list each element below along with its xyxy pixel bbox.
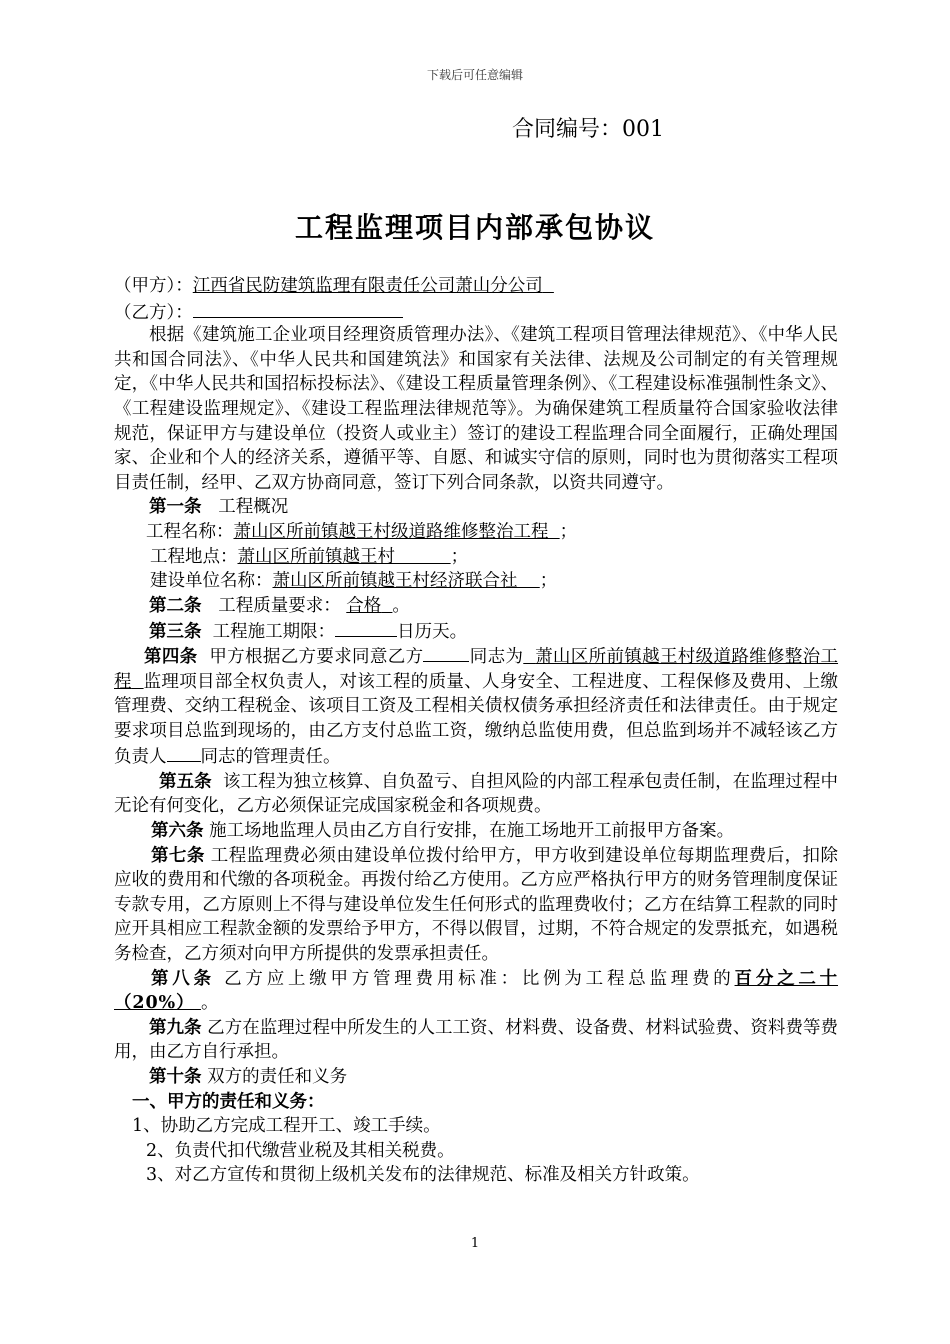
article-9-head: 第九条 (149, 1017, 202, 1038)
document-title: 工程监理项目内部承包协议 (294, 211, 655, 244)
duty-item: 2、负责代扣代缴营业税及其相关税费。 (146, 1140, 455, 1161)
article-3-text: 工程施工期限： (212, 622, 336, 643)
article-5 (114, 770, 838, 819)
party-a-label: （甲方）： (114, 276, 193, 296)
article-3-head: 第三条 (149, 622, 202, 643)
article-4-project: 萧山区所前镇越王村级道路维修整治工程 (114, 646, 839, 692)
article-9-text: 乙方在监理过程中所发生的人工工资、材料费、设备费、材料试验费、资料费等费用，由乙方自行承担。 (114, 1017, 838, 1063)
article-5-head: 第五条 (159, 771, 212, 792)
article-4-text-1: 甲方根据乙方要求同意乙方 (209, 646, 424, 667)
semicolon: ； (559, 521, 578, 542)
party-a-value: 江西省民防建筑监理有限责任公司萧山分公司 (192, 276, 543, 296)
construction-unit-value: 萧山区所前镇越王村经济联合社 (272, 571, 518, 592)
article-4-text-2: 同志为 (469, 646, 524, 667)
party-a-duties-heading: 一、甲方的责任和义务： (132, 1091, 325, 1112)
article-8 (114, 967, 838, 1016)
article-6-text: 施工场地监理人员由乙方自行安排，在施工场地开工前报甲方备案。 (209, 821, 735, 842)
article-8-end: 。 (200, 993, 220, 1014)
article-9 (114, 1016, 838, 1065)
article-2-head: 第二条 (149, 595, 202, 616)
project-location-label: 工程地点： (150, 546, 238, 567)
article-4-text-3: 监理项目部全权负责人，对该工程的质量、人身安全、工程进度、工程保修及费用、上缴管理费、交纳工程税金、该项目工资及工程相关债权债务承担经济责任和法律责任。由于规定要求项目总监到现场的，由乙方支付总监工资，缴纳总监使用费，但总监到场并不减轻该乙方负责人 (114, 671, 839, 768)
project-name-line (114, 520, 838, 545)
article-10-head: 第十条 (149, 1067, 202, 1087)
period-blank (335, 618, 397, 637)
article-4 (114, 643, 838, 770)
article-1 (114, 495, 838, 520)
article-8-head: 第八条 (151, 968, 215, 989)
construction-unit-label: 建设单位名称： (150, 571, 273, 592)
article-2-end: 。 (392, 595, 410, 616)
management-fee-rate: 百分之二十（20%） (114, 968, 839, 1014)
article-6-head: 第六条 (151, 821, 204, 842)
article-10 (114, 1065, 838, 1090)
article-10-text: 双方的责任和义务 (207, 1067, 348, 1087)
article-2-text: 工程质量要求： (218, 595, 341, 616)
party-b-label: （乙方）： (114, 302, 193, 323)
article-1-head: 第一条 (149, 497, 202, 518)
article-7-text: 工程监理费必须由建设单位拨付给甲方，甲方收到建设单位每期监理费后，扣除应收的费用和代缴的各项税金。再拨付给乙方使用。乙方应严格执行甲方的财务管理制度保证专款专用，乙方原则上不得与建设单位发生任何形式的监理费收付；乙方在结算工程款的同时应开具相应工程款金额的发票给予甲方，不得以假冒，过期，不符合规定的发票抵充，如遇税务检查，乙方须对向甲方所提供的发票承担责任。 (114, 845, 838, 965)
party-b-line (114, 299, 838, 324)
article-1-title: 工程概况 (218, 497, 289, 518)
article-6 (114, 819, 838, 844)
article-7 (114, 844, 838, 967)
project-location-value: 萧山区所前镇越王村 (237, 546, 395, 567)
article-8-text: 乙方应上缴甲方管理费用标准：比例为工程总监理费的 (224, 968, 735, 989)
contract-number: 合同编号：001 (512, 117, 664, 142)
construction-unit-line (114, 569, 838, 594)
responsible-person-blank (423, 643, 469, 662)
header-note: 下载后可任意编辑 (426, 68, 523, 82)
preamble: 根据《建筑施工企业项目经理资质管理办法》、《建筑工程项目管理法律规范》、《中华人民共和国合同法》、《中华人民共和国建筑法》和国家有关法律、法规及公司制定的有关管理规定，《中华人民共和国招标投标法》、《建设工程质量管理条例》、《工程建设标准强制性条文》、《工程建设监理规定》、《建设工程监理法律规范等》。为确保建筑工程质量符合国家验收法律规范，保证甲方与建设单位（投资人或业主）签订的建设工程监理合同全面履行，正确处理国家、企业和个人的经济关系，遵循平等、自愿、和诚实守信的原则，同时也为贯彻落实工程项目责任制，经甲、乙双方协商同意，签订下列合同条款，以资共同遵守。 (114, 325, 838, 493)
article-4-text-4: 同志的管理责任。 (200, 747, 341, 768)
article-3 (114, 618, 838, 643)
duty-item: 3、对乙方宣传和贯彻上级机关发布的法律规范、标准及相关方针政策。 (146, 1165, 700, 1186)
responsible-person-blank-2 (167, 743, 201, 762)
article-4-head: 第四条 (144, 646, 198, 667)
party-b-blank (193, 299, 403, 318)
article-5-text: 该工程为独立核算、自负盈亏、自担风险的内部工程承包责任制，在监理过程中无论有何变化，乙方必须保证完成国家税金和各项规费。 (114, 771, 839, 817)
semicolon: ； (450, 546, 469, 567)
project-name-value: 萧山区所前镇越王村级道路维修整治工程 (233, 521, 549, 542)
article-3-end: 日历天。 (397, 622, 468, 643)
semicolon: ； (539, 571, 558, 592)
quality-value: 合格 (346, 595, 382, 616)
duty-item: 1、协助乙方完成工程开工、竣工手续。 (132, 1116, 441, 1137)
project-location-line (114, 545, 838, 570)
document-body (114, 274, 838, 1188)
party-a-line (114, 274, 838, 299)
page-number: 1 (470, 1236, 480, 1251)
article-7-head: 第七条 (151, 845, 205, 866)
article-2 (114, 594, 838, 619)
project-name-label: 工程名称： (146, 521, 234, 542)
